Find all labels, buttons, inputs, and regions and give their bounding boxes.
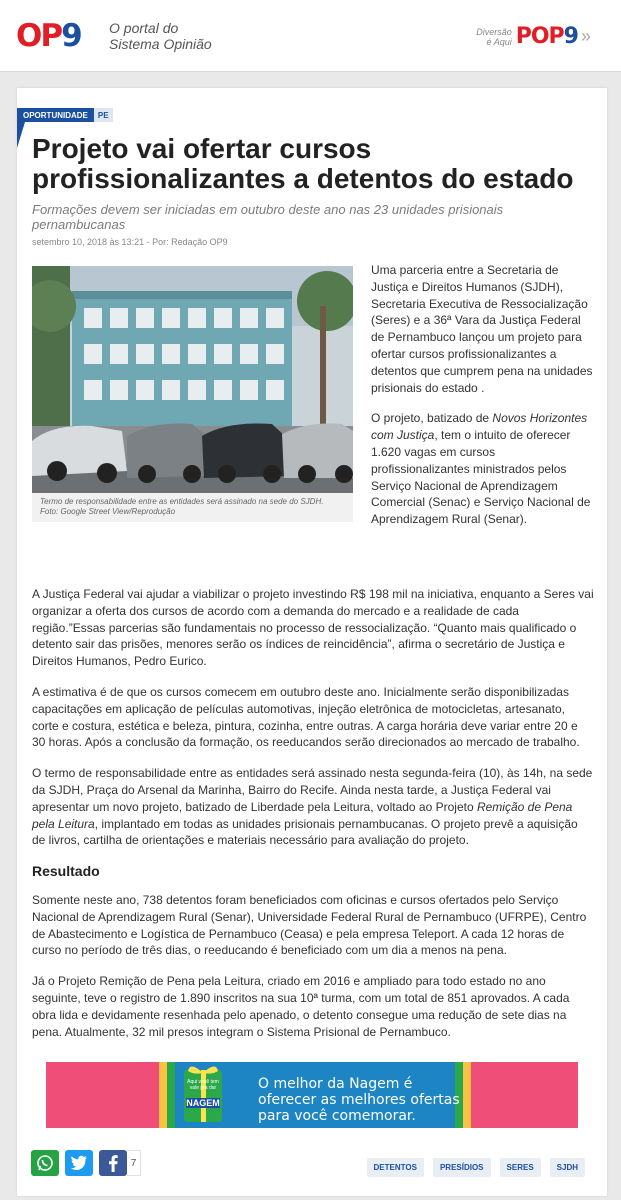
twitter-icon (70, 1155, 88, 1171)
photo-caption (40, 497, 348, 517)
pop9-logo-nine: 9 (563, 24, 578, 49)
paragraph-3: A Justiça Federal vai ajudar a viabilizar o projeto investindo R$ 198 mil na iniciativa, enquanto a Seres vai organizar a oferta dos cursos de acordo com a demanda do mercado e a realidade de cada região.”Essas parcerias são fundamentais no processo de ressocialização. “Quanto mais qualificado o detento sair das prisões, menores serão os índices de reincidência”, afirma o secretário de Justiça e Direitos Humanos, Pedro Eurico. (32, 587, 594, 669)
gift-bow-icon (180, 1065, 226, 1075)
gift-slogan: Aqui você tem vale pra dar (187, 1079, 219, 1091)
share-count: 7 (127, 1150, 141, 1176)
reading-project-name: Remição de Pena pela Leitura (32, 799, 573, 831)
double-chevron-right-icon: » (580, 26, 591, 46)
paragraph-4: A estimativa é de que os cursos comecem em outubro deste ano. Inicialmente serão disponibilizadas capacitações em aplicação de películas automotivas, injeção eletrônica de motocicletas, artesanato, corte e costura, estética e beleza, pintura, cozinha, entre outras. A carga horária deve variar entre 20 e 30 horas. Após a conclusão da formação, os reeducandos serão direcionados ao mercado de trabalho. (32, 684, 580, 750)
pop9-slogan-line2: é Aqui (486, 36, 512, 47)
article-figure (32, 266, 353, 522)
pop9-link[interactable] (476, 24, 591, 49)
whatsapp-icon (36, 1154, 54, 1172)
building-photo-image (32, 266, 353, 493)
nagem-ad-banner[interactable] (46, 1062, 578, 1128)
facebook-share-button[interactable] (99, 1150, 127, 1176)
nagem-logo: NAGEM (186, 1098, 220, 1108)
paragraph-5 (32, 765, 594, 849)
pop9-logo-pop: POP (515, 24, 564, 49)
region-label: PE (94, 108, 113, 122)
gift-ribbon (201, 1070, 206, 1122)
op9-logo[interactable] (16, 18, 82, 54)
tag-detentos[interactable]: DETENTOS (367, 1158, 424, 1177)
article-body (32, 586, 594, 1054)
pop9-slogan (476, 27, 512, 47)
facebook-icon (107, 1154, 119, 1172)
paragraph-7: Já o Projeto Remição de Pena pela Leitura, criado em 2016 e ampliado para todo estado no ano seguinte, teve o registro de 1.890 inscritos na sua 10ª turma, com um total de 851 aprovados. A cada obra lida e devidamente resenhada pelo apenado, o detento consegue uma redução de sete dias na pena. Atualmente, 32 mil presos integram o Sistema Prisional de Pernambuco. (32, 974, 570, 1039)
banner-stripe-green (167, 1062, 175, 1128)
article-title: Projeto vai ofertar cursos profissionalizantes a detentos do estado (32, 133, 574, 194)
paragraph-2-start: O projeto, batizado de (371, 411, 493, 426)
paragraph-2-end: , tem o intuito de oferecer 1.620 vagas em cursos profissionalizantes ministrados pelos Serviço Nacional de Aprendizagem Comercial (Senac) e Serviço Nacional de Aprendizagem Rural (Senar). (371, 428, 591, 527)
category-tag[interactable] (17, 108, 113, 122)
tag-sjdh[interactable]: SJDH (550, 1158, 585, 1177)
tagline-line1: O portal do (109, 20, 179, 36)
article-card (17, 88, 607, 1196)
banner-line2: oferecer as melhores ofertas (258, 1092, 460, 1108)
banner-message (258, 1076, 460, 1124)
section-heading: Resultado (32, 863, 100, 880)
tag-presidios[interactable]: PRESÍDIOS (433, 1158, 491, 1177)
project-name: Novos Horizontes com Justiça (371, 411, 588, 443)
twitter-share-button[interactable] (65, 1150, 93, 1176)
paragraph-5-end: , implantado em todas as unidades prisionais pernambucanas. O projeto prevê a aquisição de livros, cartilha de orientações e materiais necessário para avaliação do projeto. (32, 816, 578, 848)
paragraph-2 (371, 410, 593, 528)
category-tag-fold (17, 122, 25, 148)
banner-line3: para você comemorar. (258, 1108, 416, 1124)
paragraph-1: Uma parceria entre a Secretaria de Justiça e Direitos Humanos (SJDH), Secretaria Executiva de Ressocialização (Seres) e a 36ª Vara da Justiça Federal de Pernambuco lançou um projeto para ofertar cursos profissionalizantes a detentos que cumprem pena na unidades prisionais do estado . (371, 263, 593, 395)
banner-line1: O melhor da Nagem é (258, 1076, 413, 1092)
site-header (0, 0, 621, 72)
pop9-logo (516, 24, 578, 49)
category-label: OPORTUNIDADE (17, 108, 94, 122)
paragraph-6: Somente neste ano, 738 detentos foram beneficiados com oficinas e cursos ofertados pelo Serviço Nacional de Aprendizagem Rural (Senar), Universidade Federal Rural de Pernambuco (UFRPE), Centro de Abastecimento e Logística de Pernambuco (Ceasa) e pela empresa Teleport. A cada 12 horas de curso no período de três dias, o reeducando é beneficiado com um dia a menos na pena. (32, 892, 587, 958)
whatsapp-share-button[interactable] (31, 1150, 59, 1176)
tagline-line2: Sistema Opinião (109, 36, 212, 52)
article-intro (371, 262, 593, 542)
pop9-slogan-line1: Diversão (476, 26, 512, 37)
article-photo[interactable] (32, 266, 353, 493)
article-tags (358, 1158, 585, 1177)
logo-op: OP (16, 18, 62, 54)
banner-stripe-yellow-right (463, 1062, 471, 1128)
tag-seres[interactable]: SERES (500, 1158, 541, 1177)
caption-line1: Termo de responsabilidade entre as entidades será assinado na sede do SJDH. (40, 497, 324, 506)
paragraph-5-start: O termo de responsabilidade entre as entidades será assinado nesta segunda-feira (10), às 14h, na sede da SJDH, Praça do Arsenal da Marinha, Bairro do Recife. Ainda nesta tarde, a Justiça Federal vai apresentar um novo projeto, batizado de Liberdade pela Leitura, voltado ao Projeto (32, 766, 593, 814)
caption-line2: Foto: Google Street View/Reprodução (40, 507, 176, 516)
article-subtitle: Formações devem ser iniciadas em outubro deste ano nas 23 unidades prisionais pernambucanas (32, 202, 504, 232)
gift-box-icon (184, 1070, 222, 1122)
banner-stripe-yellow (159, 1062, 167, 1128)
article-meta: setembro 10, 2018 às 13:21 - Por: Redação OP9 (32, 237, 228, 247)
logo-nine: 9 (61, 18, 82, 54)
site-tagline (109, 20, 212, 52)
share-bar (31, 1150, 141, 1176)
